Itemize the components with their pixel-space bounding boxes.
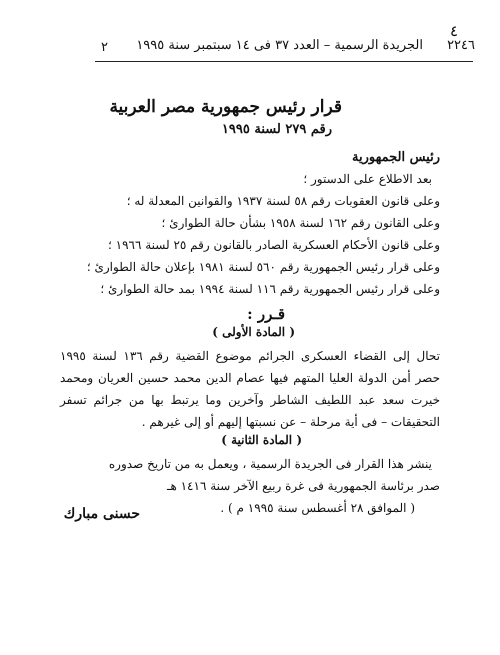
article-2-heading: ( المادة الثانية ) [221, 433, 302, 447]
gazette-issue-title: الجريدة الرسمية – العدد ٣٧ فى ١٤ سبتمبر سنة ١٩٩٥ [136, 38, 423, 53]
decided-heading: قـرر : [247, 305, 285, 323]
preamble-line-1: بعد الاطلاع على الدستور ؛ [303, 172, 432, 186]
president-signature: حسنى مبارك [63, 506, 140, 522]
issued-date-gregorian: ( الموافق ٢٨ أغسطس سنة ١٩٩٥ م ) . [220, 501, 415, 515]
page-number: ٢٢٤٦ [447, 38, 475, 53]
preamble-line-5: وعلى قرار رئيس الجمهورية رقم ٥٦٠ لسنة ١٩٨١ بإعلان حالة الطوارئ ؛ [86, 260, 440, 274]
article-2-text: ينشر هذا القرار فى الجريدة الرسمية ، ويعمل به من تاريخ صدوره [108, 457, 432, 471]
header-rule [95, 61, 473, 62]
article-1-text: تحال إلى القضاء العسكرى الجرائم موضوع القضية رقم ١٣٦ لسنة ١٩٩٥ حصر أمن الدولة العليا المتهم فيها عصام الدين محمد حسين العريان ومحمد خيرت سعد عبد اللطيف الشاطر وآخرين وما يرتبط بها من جرائم تسفر التحقيقات – فى أية مرحلة – عن نسبتها إليهم أو إلى غيرهم . [60, 349, 441, 429]
preamble-line-4: وعلى قانون الأحكام العسكرية الصادر بالقانون رقم ٢٥ لسنة ١٩٦٦ ؛ [108, 238, 440, 252]
header-mark: ٢ [101, 40, 108, 55]
preamble-line-3: وعلى القانون رقم ١٦٢ لسنة ١٩٥٨ بشأن حالة الطوارئ ؛ [161, 216, 440, 230]
running-header [95, 38, 475, 58]
issuer-heading: رئيس الجمهورية [352, 150, 440, 165]
issued-date-hijri: صدر برئاسة الجمهورية فى غرة ربيع الآخر سنة ١٤١٦ هـ [166, 479, 440, 493]
decree-title: قرار رئيس جمهورية مصر العربية [109, 97, 342, 117]
preamble-line-6: وعلى قرار رئيس الجمهورية رقم ١١٦ لسنة ١٩٩٤ بمد حالة الطوارئ ؛ [100, 282, 440, 296]
page-corner-mark: ٤ [450, 22, 459, 40]
article-1-heading: ( المادة الأولى ) [212, 325, 295, 339]
preamble-line-2: وعلى قانون العقوبات رقم ٥٨ لسنة ١٩٣٧ والقوانين المعدلة له ؛ [126, 194, 440, 208]
decree-number: رقم ٢٧٩ لسنة ١٩٩٥ [221, 122, 332, 137]
